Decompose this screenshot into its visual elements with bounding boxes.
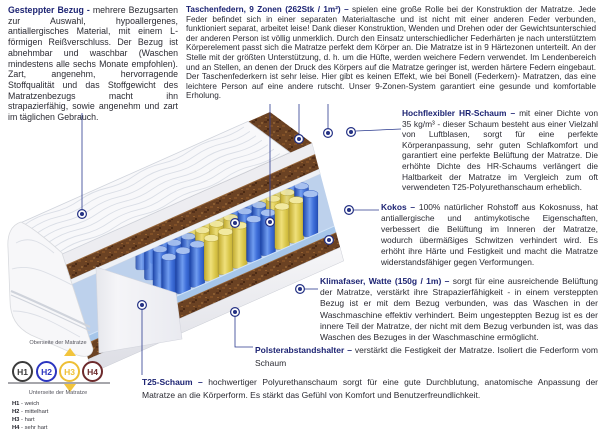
- spring-cylinder: [289, 200, 304, 243]
- paragraph-t25-schaum: T25-Schaum – hochwertiger Polyurethanschaum sorgt für eine gute Durchblutung, anatomische Anpassung der Matratze an die Körperform. Es stärkt das Gefühl von Komfort und Benutzerfreundlichkeit.: [142, 377, 598, 400]
- heading-klimafaser: Klimafaser, Watte (150g / 1m): [320, 276, 442, 286]
- heading-gesteppter-bezug: Gesteppter Bezug: [8, 5, 84, 15]
- spring-cylinder: [190, 244, 205, 287]
- spring-cylinder: [261, 213, 276, 256]
- body-polsterabstandshalter: verstärkt die Festigkeit der Matratze. Isoliert die Federform vom Schaum: [255, 345, 598, 368]
- spring-cylinder-top: [232, 222, 247, 229]
- spring-cylinder: [232, 226, 247, 269]
- spring-cylinder: [218, 232, 233, 275]
- body-hr-schaum: mit einer Dichte von 35 kg/m³ - dieser Schaum besteht aus einer Vielzahl von Luftblasen, sorgt für eine perfekte Körperanpassung, sehr guten Schlafkomfort und garantiert eine perfekte Belüftung der Matratze. Die erhöhte Dichte des HR-Schaums verlängert die Haltbarkeit der Matratze im Vergleich zum oft verwendeten T25-Polyurethanschaum erheblich.: [402, 108, 598, 193]
- spring-cylinder-top: [190, 241, 205, 248]
- body-taschenfedern: spielen eine große Rolle bei der Konstruktion der Matratze. Jede Feder befindet sich in einer separaten Materialtasche und ist nicht mit einer anderen Feder verbunden, funktioniert separat, arbeitet leise! Dank dieser Konstruktion, Wenden und Drehen oder der Gewichtsunterschied der anderen Person ist völlig unmerklich. Durch den Einsatz unterschiedlicher Federhärten je nach unterstütztem Körperelement passt sich die Matratze perfekt dem Körper an. Die Matratze ist in 9 Härtezonen unterteilt. An der Stelle mit der größten Unterstützung, d. h. um die Hüfte, werden weichere Federn verwendet. Im Lendenbereich und an Stellen, an denen der Druck des Körpers auf die Matratze geringer ist, werden härtere Federn eingebaut. Der Taschenfederkern ist sehr leise. Hier gibt es keinen Effekt, wie bei Bonell (Federkern)- Matratzen, das eine leichtere Person auf eine andere rutscht. Unser 9-Zonen-System garantiert eine gesunde und komfortable Erholung.: [186, 5, 596, 101]
- label-oberseite: Oberseite der Matratze: [29, 340, 87, 346]
- spring-cylinder: [275, 207, 290, 250]
- body-gesteppter-bezug: mehrere Bezugsarten zur Auswahl, hypoallergenes, antiallergisches Material, mit einem L-förmigen Reißverschluss. Der Bezug ist abnehmbar und waschbar (Waschen mindestens alle sechs Monate empfohlen). Zart, angenehm, hervorragende Stoffqualität und das Stoffgewicht des Matratzenbezugs macht ihn strapazierfähig, sowie angenehm und zart im täglichen Gebrauch.: [8, 5, 178, 123]
- paragraph-gesteppter-bezug: Gesteppter Bezug - mehrere Bezugsarten zur Auswahl, hypoallergenes, antiallergisches Material, mit einem L-förmigen Reißverschluss. Der Bezug ist abnehmbar und waschbar (Waschen mindestens alle sechs Monate empfohlen). Zart, angenehm, hervorragende Stoffqualität und das Stoffgewicht des Matratzenbezugs macht ihn strapazierfähig, sowie angenehm und zart im täglichen Gebrauch.: [8, 5, 178, 123]
- spring-cylinder-top: [261, 209, 276, 216]
- spring-cylinder-top: [289, 197, 304, 204]
- body-klimafaser: sorgt für eine ausreichende Belüftung der Matratze, verstärkt ihre Strapazierfähigkeit - in einem versteppten Bezug ist er mit dem Bezug verbunden, was das Waschen in der Waschmaschine effektiv verhindert. Beim ungesteppten Bezug ist es der innere Teil der Matratze, der nicht mit dem Bezug verbunden ist, was das Waschen des Bezuges in der Waschmaschine ermöglicht.: [320, 276, 599, 343]
- heading-kokos: Kokos: [381, 202, 407, 212]
- heading-taschenfedern: Taschenfedern, 9 Zonen (262Stk / 1m²): [186, 5, 341, 14]
- body-kokos: 100% natürlicher Rohstoff aus Kokosnuss, hat antiallergische und antimykotische Eigenschaften, verbessert die Belüftung im Inneren der Matratze, wodurch übermäßiges Schwitzen verhindert wird. Es erhöht ihre Härte und Festigkeit und macht die Matratze widerstandsfähiger gegen Verformungen.: [381, 202, 598, 267]
- spring-cylinder: [303, 194, 318, 237]
- spring-cylinder-top: [218, 228, 233, 235]
- heading-t25-schaum: T25-Schaum: [142, 377, 193, 387]
- paragraph-polsterabstandshalter: Polsterabstandshalter – verstärkt die Festigkeit der Matratze. Isoliert die Federform vom Schaum: [255, 345, 598, 368]
- heading-hr-schaum: Hochflexibler HR-Schaum: [402, 108, 507, 118]
- hardness-badge-h4: H4: [82, 361, 103, 382]
- spring-cylinder: [176, 251, 191, 294]
- paragraph-klimafaser: Klimafaser, Watte (150g / 1m) – sorgt für eine ausreichende Belüftung der Matratze, verstärkt ihre Strapazierfähigkeit - in einem versteppten Bezug ist er mit dem Bezug verbunden, was das Waschen in der Waschmaschine effektiv verhindert. Beim ungesteppten Bezug ist es der innere Teil der Matratze, der nicht mit dem Bezug verbunden ist, was das Waschen des Bezuges in der Waschmaschine ermöglicht.: [320, 276, 599, 343]
- hardness-legend: [6, 338, 118, 433]
- heading-polsterabstandshalter: Polsterabstandshalter: [255, 345, 345, 355]
- active-grade-arrow-up-icon: [64, 348, 76, 356]
- spring-cylinder-top: [162, 253, 177, 260]
- spring-cylinder: [246, 219, 261, 262]
- callout-line-hr-text: [356, 129, 401, 131]
- grade-item-h4: H4 - sehr hart: [12, 425, 48, 431]
- spring-cylinder-top: [176, 247, 191, 254]
- spring-cylinder-top: [303, 190, 318, 197]
- mattress-cross-section-illustration: [0, 85, 360, 375]
- legend-baseline: [8, 382, 110, 384]
- grade-item-h2: H2 - mittelhart: [12, 409, 49, 415]
- hardness-badge-h2: H2: [36, 361, 57, 382]
- hardness-grade-list: [12, 400, 48, 432]
- grade-item-h1: H1 - weich: [12, 401, 40, 407]
- grade-item-h3: H3 - hart: [12, 417, 35, 423]
- body-t25-schaum: hochwertiger Polyurethanschaum sorgt für eine gute Durchblutung, anatomische Anpassung der Matratze an die Körperform. Es stärkt das Gefühl von Komfort und Benutzerfreundlichkeit.: [142, 377, 598, 400]
- label-unterseite: Unterseite der Matratze: [28, 390, 88, 396]
- paragraph-kokos: Kokos – 100% natürlicher Rohstoff aus Kokosnuss, hat antiallergische und antimykotische Eigenschaften, verbessert die Belüftung im Inneren der Matratze, wodurch übermäßiges Schwitzen verhindert wird. Es erhöht ihre Härte und Festigkeit und macht die Matratze widerstandsfähiger gegen Verformungen.: [381, 202, 598, 267]
- spring-cylinder-top: [204, 235, 219, 242]
- spring-cylinder-top: [246, 216, 261, 223]
- paragraph-hr-schaum: Hochflexibler HR-Schaum – mit einer Dichte von 35 kg/m³ - dieser Schaum besteht aus einer Vielzahl von Luftblasen, sorgt für eine perfekte Körperanpassung, sehr guten Schlafkomfort und garantiert eine perfekte Belüftung der Matratze. Die erhöhte Dichte des HR-Schaums verlängert die Haltbarkeit der Matratze im Vergleich zum oft verwendeten T25-Polyurethanschaum erheblich.: [402, 108, 598, 193]
- spring-cylinder-top: [275, 203, 290, 210]
- hardness-badge-h1: H1: [12, 361, 33, 382]
- paragraph-taschenfedern: Taschenfedern, 9 Zonen (262Stk / 1m²) – spielen eine große Rolle bei der Konstruktion der Matratze. Jede Feder befindet sich in einer separaten Materialtasche und ist nicht mit einer anderen Feder verbunden, funktioniert separat, arbeitet leise! Dank dieser Konstruktion, Wenden und Drehen oder der Gewichtsunterschied der anderen Person ist völlig unmerklich. Durch den Einsatz unterschiedlicher Federhärten je nach unterstütztem Körperelement passt sich die Matratze perfekt dem Körper an. Die Matratze ist in 9 Härtezonen unterteilt. An der Stelle mit der größten Unterstützung, d. h. um die Hüfte, werden weichere Federn verwendet. Im Lendenbereich und an Stellen, an denen der Druck des Körpers auf die Matratze geringer ist, werden härtere Federn eingebaut. Der Taschenfederkern ist sehr leise. Hier gibt es keinen Effekt, wie bei Bonell (Federkern)- Matratzen, das eine leichtere Person auf eine andere rutscht. Unser 9-Zonen-System garantiert eine gesunde und komfortable Erholung.: [186, 5, 596, 101]
- hardness-badge-h3: H3: [59, 361, 80, 382]
- spring-cylinder: [204, 238, 219, 281]
